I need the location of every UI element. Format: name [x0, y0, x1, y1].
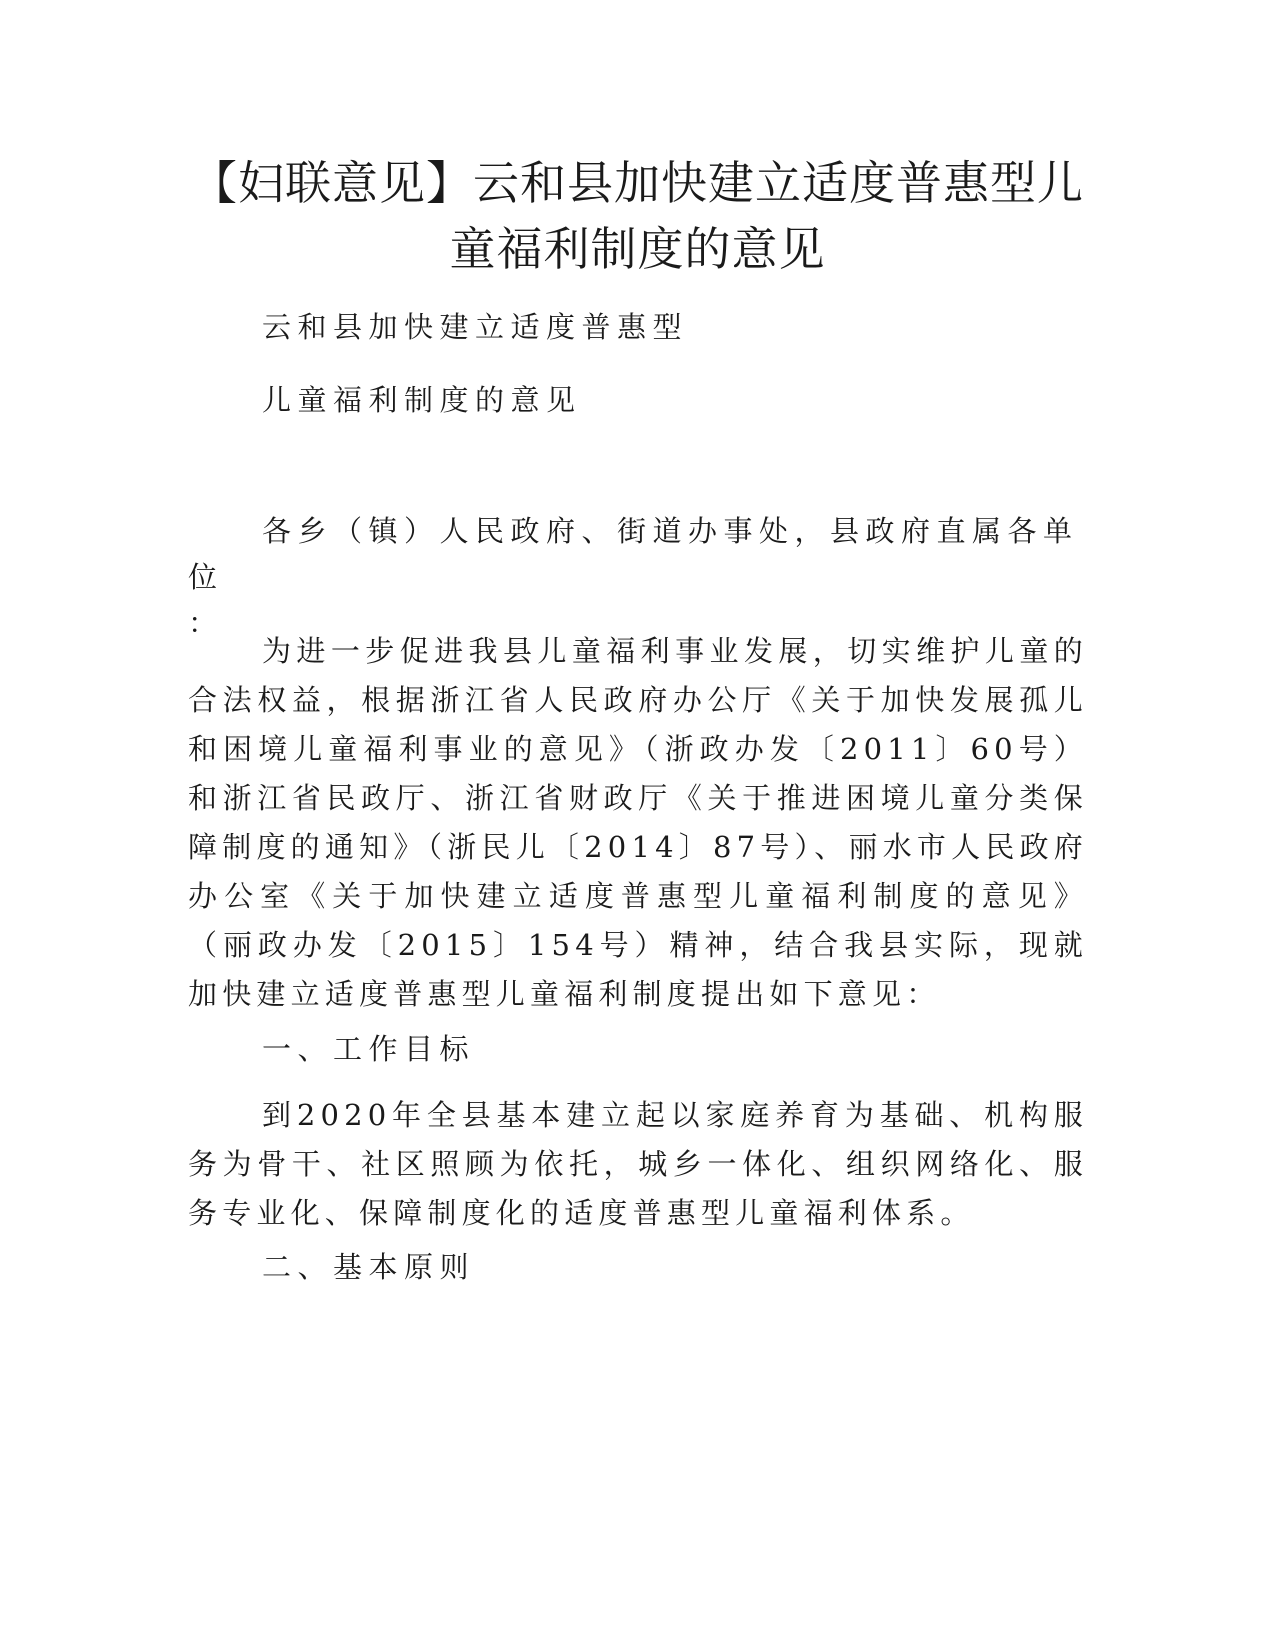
- title-line-2: 童福利制度的意见: [449, 222, 826, 276]
- section-heading-2: 二、基本原则: [262, 1250, 476, 1284]
- subtitle-line-1: 云和县加快建立适度普惠型: [262, 310, 689, 344]
- intro-paragraph: 为进一步促进我县儿童福利事业发展，切实维护儿童的合法权益，根据浙江省人民政府办公厅《关于加快发展孤儿和困境儿童福利事业的意见》（浙政办发〔2011〕60号）和浙江省民政厅、浙江省财政厅《关于推进困境儿童分类保障制度的通知》（浙民儿〔2014〕87号）、丽水市人民政府办公室《关于加快建立适度普惠型儿童福利制度的意见》（丽政办发〔2015〕154号）精神，结合我县实际，现就加快建立适度普惠型儿童福利制度提出如下意见：: [188, 634, 1088, 1011]
- subtitle-line-2: 儿童福利制度的意见: [262, 383, 582, 417]
- document-title: [150, 150, 1125, 282]
- salutation-paragraph: [188, 508, 1088, 646]
- section-heading-1: 一、工作目标: [262, 1032, 476, 1066]
- title-line-1: 【妇联意见】云和县加快建立适度普惠型儿: [191, 156, 1084, 210]
- salutation-colon: ：: [188, 606, 224, 640]
- section-paragraph-1: 到2020年全县基本建立起以家庭养育为基础、机构服务为骨干、社区照顾为依托，城乡一体化、组织网络化、服务专业化、保障制度化的适度普惠型儿童福利体系。: [188, 1098, 1088, 1230]
- salutation-text: 各乡（镇）人民政府、街道办事处，县政府直属各单位: [188, 514, 1079, 594]
